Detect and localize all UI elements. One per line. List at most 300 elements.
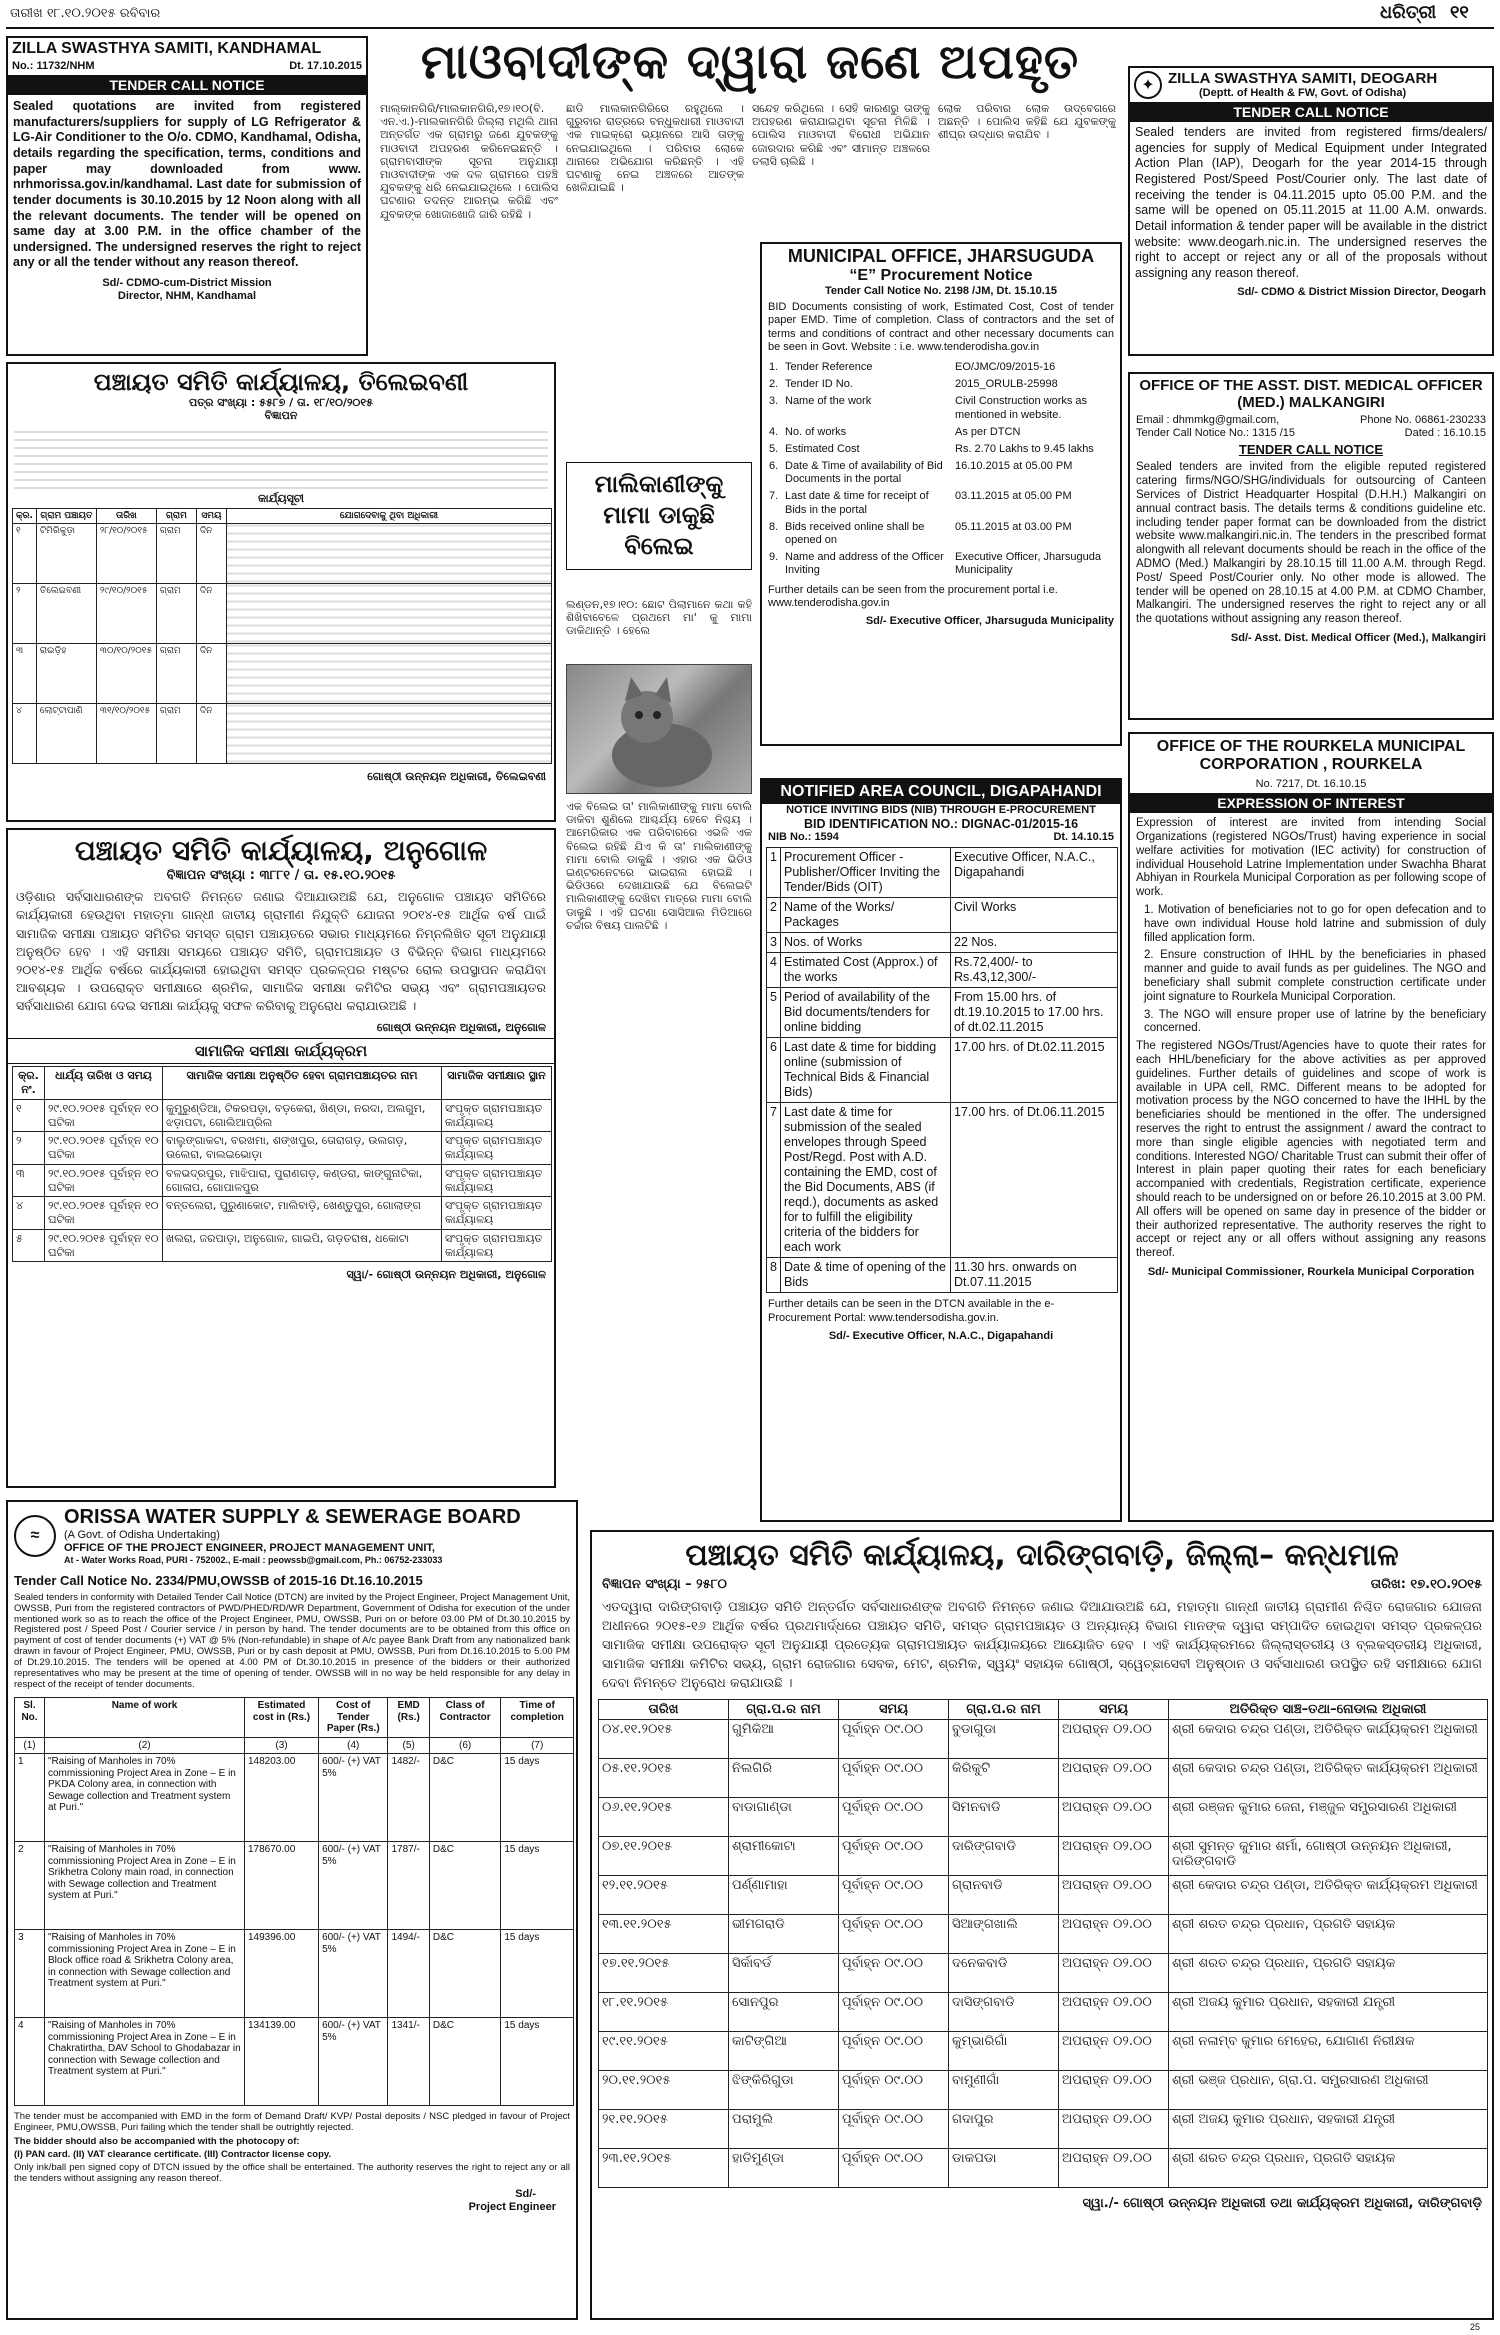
table-cell: 2 — [15, 1842, 45, 1930]
table-cell: Last date & time for receipt of Bids in the portal — [785, 490, 929, 516]
table-cell: 2015_ORULB-25998 — [955, 378, 1058, 391]
zss-kandhamal-sign2: Director, NHM, Kandhamal — [117, 290, 257, 303]
table-cell: ସଂପୃକ୍ତ ଗ୍ରାମପଞ୍ଚାୟତ କାର୍ଯ୍ୟାଳୟ — [442, 1164, 552, 1197]
table-cell: Name of the Works/ Packages — [781, 898, 951, 933]
ps-daringbadi-body: ଏତଦ୍ୱାରା ଦାରିଙ୍ଗବାଡ଼ି ପଞ୍ଚାୟତ ସମିତି ଅନ୍ତର୍ଗତ ସର୍ବସାଧାରଣଙ୍କ ଅବଗତି ନିମନ୍ତେ ଜଣାଇ ଦିଆଯାଉଅଛି ଯେ, ମହାତ୍ମା ଗାନ୍ଧୀ ଜାତୀୟ ଗ୍ରାମୀଣ ନିଶ୍ଚିତ ରୋଜଗାର ଯୋଜନା ଅଧୀନରେ ୨୦୧୫-୧୬ ଆର୍ଥିକ ବର୍ଷର ପ୍ରଥମାର୍ଦ୍ଧରେ ପଞ୍ଚାୟତ ସମିତି, ସମସ୍ତ ଗ୍ରାମପଞ୍ଚାୟତ ଓ ଅନ୍ୟାନ୍ୟ ବିଭାଗ ମାନଙ୍କ ଦ୍ୱାରା ସମ୍ପାଦିତ ହୋଇଥିବା ସମସ୍ତ ପ୍ରକଳ୍ପର ସାମାଜିକ ସମୀକ୍ଷା ଉପରୋକ୍ତ ସୂଚୀ ଅନୁଯାୟୀ ପ୍ରତ୍ୟେକ ଗ୍ରାମପଞ୍ଚାୟତ କାର୍ଯ୍ୟାଳୟରେ ଆୟୋଜିତ ହେବ । ଏହି କାର୍ଯ୍ୟକ୍ରମରେ ଜିଲ୍ଲାସ୍ତରୀୟ ଓ ବ୍ଲକସ୍ତରୀୟ ଅଧିକାରୀ, ସାମାଜିକ ସମୀକ୍ଷା କମିଟିର ସଭ୍ୟ, ଗ୍ରାମ ରୋଜଗାର ସେବକ, ମେଟ, ଶ୍ରମିକ, ସ୍ୱୟଂ ସହାୟକ ଗୋଷ୍ଠୀ, ସ୍ୱେଚ୍ଛାସେବୀ ଅନୁଷ୍ଠାନ ଓ ସର୍ବସାଧାରଣ ଉପସ୍ଥିତ ରହି ସମୀକ୍ଷାରେ ଯୋଗ ଦେବା ନିମନ୍ତେ ଅନୁରୋଧ କରାଯାଉଛି । — [602, 1600, 1482, 1691]
owssb-sub2: OFFICE OF THE PROJECT ENGINEER, PROJECT MANAGEMENT UNIT, — [64, 1542, 435, 1555]
table-row — [767, 933, 1118, 953]
ps-dileibani-body-text — [14, 425, 548, 489]
news-col-1: ମାଲ୍କାନଗିରି/ମାଲକାନଗିରି,୧୭।୧୦(ବି. ଏନ.ଏ.)-ମାଲକାନଗିରି ଜିଲ୍ଲା ମଥିଲି ଥାନା ଅନ୍ତର୍ଗତ ଏକ ଗ୍ରାମରୁ ଜଣେ ଯୁବକଙ୍କୁ ମାଓବାଦୀ ଅପହରଣ କରିନେଇଛନ୍ତି । ଗ୍ରାମବାସୀଙ୍କ ସୂଚନା ଅନୁଯାୟୀ ମାଓବାଦୀଙ୍କ ଏକ ଦଳ ଗ୍ରାମରେ ପହଞ୍ଚି ଯୁବକଙ୍କୁ ଧରି ନେଇଯାଇଥିଲେ । ପୋଲିସ ଘଟଣାର ତଦନ୍ତ ଆରମ୍ଭ କରିଛି ଏବଂ ଯୁବକଙ୍କ ଖୋଜାଖୋଜି ଜାରି ରହିଛି । — [380, 102, 558, 221]
table-row — [599, 1876, 1488, 1915]
rourkela-point-1: 1. Motivation of beneficiaries not to go for open defecation and to have own individual House hold latrine and submission of duly filled application form. — [1144, 903, 1486, 944]
table-cell: ୧୩.୧୧.୨୦୧୫ — [599, 1915, 729, 1954]
table-cell: (1) — [15, 1737, 45, 1754]
jharsuguda-sign: Sd/- Executive Officer, Jharsuguda Municipality — [865, 614, 1114, 627]
table-cell: Name and address of the Officer Inviting — [785, 551, 944, 577]
table-cell: (2) — [45, 1737, 245, 1754]
table-row — [767, 898, 1118, 933]
ps-daringbadi-date: ତାରିଖ: ୧୭.୧୦.୨୦୧୫ — [1370, 1577, 1482, 1592]
malkangiri-bar: TENDER CALL NOTICE — [1238, 442, 1384, 458]
ps-dileibani-label: ବିଜ୍ଞାପନ — [264, 409, 298, 423]
table-cell — [226, 583, 551, 643]
table-cell: 7. — [769, 490, 779, 503]
table-cell: ପୂର୍ବାହ୍ନ ୦୯.୦୦ — [839, 1837, 949, 1876]
table-cell: ସଂପୃକ୍ତ ଗ୍ରାମପଞ୍ଚାୟତ କାର୍ଯ୍ୟାଳୟ — [442, 1099, 552, 1132]
digapahandi-sign: Sd/- Executive Officer, N.A.C., Digapahandi — [828, 1329, 1054, 1342]
zss-deogarh-bar: TENDER CALL NOTICE — [1130, 102, 1492, 122]
zss-deogarh-title: ZILLA SWASTHYA SAMITI, DEOGARH — [1168, 70, 1438, 87]
table-cell: Civil Works — [951, 898, 1118, 933]
table-cell: ୦୬.୧୧.୨୦୧୫ — [599, 1798, 729, 1837]
table-cell: ପୂର୍ବାହ୍ନ ୦୯.୦୦ — [839, 1954, 949, 1993]
ps-daringbadi-adv-no: ବିଜ୍ଞାପନ ସଂଖ୍ୟା – ୨୫୮୦ — [602, 1577, 727, 1592]
table-row — [13, 523, 552, 583]
table-header: କ୍ର. ନଂ. — [13, 1067, 45, 1100]
rourkela-title: OFFICE OF THE ROURKELA MUNICIPAL CORPORATION , ROURKELA — [1156, 738, 1466, 773]
owssb-sub1: (A Govt. of Odisha Undertaking) — [64, 1529, 220, 1541]
table-cell: ଶ୍ରୀ ନଳାମ୍ବ କୁମାର ମେହେର, ଯୋଗାଣ ନିରୀକ୍ଷକ — [1169, 2032, 1488, 2071]
jharsuguda-title: MUNICIPAL OFFICE, JHARSUGUDA — [787, 246, 1095, 266]
table-cell: ୧୮.୧୧.୨୦୧୫ — [599, 1993, 729, 2032]
table-cell: ସଂପୃକ୍ତ ଗ୍ରାମପଞ୍ଚାୟତ କାର୍ଯ୍ୟାଳୟ — [442, 1197, 552, 1230]
table-cell: ୨୯/୧୦/୨୦୧୫ — [96, 583, 156, 643]
table-cell: ୦୫.୧୧.୨୦୧୫ — [599, 1759, 729, 1798]
table-row — [767, 953, 1118, 988]
jharsuguda-intro: BID Documents consisting of work, Estimated Cost, Cost of tender paper EMD. Time of completion. Class of contractors and the set of terms and conditions of contract and other necessary documents can be seen in Govt. Website : i.e. www.tenderodisha.gov.in — [768, 301, 1114, 353]
table-cell: 3 — [767, 933, 781, 953]
table-cell: 1341/- — [388, 2018, 429, 2106]
zss-deogarh-sub: (Deptt. of Health & FW, Govt. of Odisha) — [1199, 87, 1407, 99]
table-cell: Date & Time of availability of Bid Documents in the portal — [785, 460, 943, 486]
table-cell: ଗ୍ରାମ — [156, 583, 196, 643]
table-row — [13, 583, 552, 643]
table-cell: କିରିକୁଟି — [949, 1759, 1059, 1798]
table-row — [13, 1132, 552, 1165]
malkangiri-title: OFFICE OF THE ASST. DIST. MEDICAL OFFICER (MED.) MALKANGIRI — [1139, 377, 1483, 411]
digapahandi-sub: NOTICE INVITING BIDS (NIB) THROUGH E-PROCUREMENT — [786, 804, 1096, 816]
owssb-title: ORISSA WATER SUPPLY & SEWERAGE BOARD — [64, 1506, 521, 1528]
table-cell: D&C — [429, 1754, 500, 1842]
table-row — [767, 1258, 1118, 1293]
jharsuguda-table — [766, 359, 1118, 580]
table-row — [13, 643, 552, 703]
table-cell: ୨୯.୧୦.୨୦୧୫ ପୂର୍ବାହ୍ନ ୧୦ ଘଟିକା — [45, 1164, 163, 1197]
table-cell: ପରାମୁଲି — [729, 2110, 839, 2149]
table-cell: From 15.00 hrs. of dt.19.10.2015 to 17.00 hrs. of dt.02.11.2015 — [951, 988, 1118, 1038]
table-row — [766, 376, 1118, 393]
rourkela-body: The registered NGOs/Trust/Agencies have to quote their rates for each HHL/beneficiary for the above activities as per approved guidelines. Further details of guidelines and scope of work is available in UPA cell, RMC. Different means to be adopted for motivation process by the NGO concerned to have the IHHL by the beneficiaries should be mentioned in the offer. The undersigned reserves the right to entrust the assignment / award the contract to more than single eligible agencies with negotiated term and conditions. Interested NGO/ Charitable Trust can submit their offer of Interest in plain paper quoting their rates for each beneficiary accompanied with credentials, Registration certificate, experience should reach to be undersigned on or before 26.10.2015 at 3.00 PM. All offers will be opened on same day in presence of the bidder or their authorized representative. The authority reserves the right to accept or reject any or all offers without assigning any reasons thereof. — [1136, 1040, 1486, 1260]
rourkela-intro: Expression of interest are invited from intending Social Organizations (registered NGOs/Trust) having experience in social welfare activities for motivation (IEC activity) for construction of individual Household Latrine Implementation under Swachha Bharat Abhiyan in Rourkela Municipal Corporation as per following scope of work. — [1136, 817, 1486, 899]
table-cell: କୁମ୍ଭାରିଗାଁ — [949, 2032, 1059, 2071]
table-cell: 15 days — [501, 1930, 574, 2018]
table-row — [599, 1915, 1488, 1954]
owssb-body: Sealed tenders in conformity with Detailed Tender Call Notice (DTCN) are invited by the Project Engineer, Project Management Unit, OWSSB, Puri from the registered contractors of PWD/PHED/RD/WR Department, Government of Odisha for execution of the under mentioned work so as to reach the office of the Project Engineer, PMU, OWSSB, Puri on or before 03.00 PM of Dt.30.10.2015 by Registered post / Speed Post / Courier service / in person by hand. The tender documents are to be obtained from this office on payment of cost of tender documents (+) VAT @ 5% (Non-refundable) in shape of A/c payee Bank Draft from any nationalized bank drawn in favour of Project Engineer, PMU, OWSSB, Puri or by cash deposit at PMU, OWSSB, Puri from Dt.16.10.2015 to 5.00 PM of Dt.29.10.2015. The tenders will be opened at 4.00 PM of Dt.30.10.2015 in presence of the bidders or their authorized representatives who may be present at the time of opening of tender. OWSSB will in no way be held responsible for any delay in respect of the receipt of tender documents. — [14, 1591, 570, 1691]
zss-kandhamal-title: ZILLA SWASTHYA SAMITI, KANDHAMAL — [12, 40, 322, 57]
table-cell: Tender ID No. — [785, 378, 853, 391]
table-cell: ବୁଡାଗୁଡା — [949, 1720, 1059, 1759]
table-header: ସମୟ — [1059, 1700, 1169, 1720]
table-row — [599, 1993, 1488, 2032]
table-cell: ଗ୍ରାମ — [156, 643, 196, 703]
table-cell: Last date & time for bidding online (submission of Technical Bids & Financial Bids) — [781, 1038, 951, 1103]
table-cell: ୨ — [13, 583, 37, 643]
owssb-footer3: (I) PAN card. (II) VAT clearance certificate. (III) Contractor license copy. — [14, 2148, 332, 2160]
table-cell: Name of the work — [785, 395, 872, 408]
table-cell: EO/JMC/09/2015-16 — [955, 360, 1056, 373]
table-row — [599, 2149, 1488, 2188]
table-cell: (6) — [429, 1737, 500, 1754]
ps-dileibani-sign: ଗୋଷ୍ଠୀ ଉନ୍ନୟନ ଅଧିକାରୀ, ତିଲେଇବଣୀ — [367, 769, 546, 783]
table-cell: କୁମୁରୁଣ୍ଡିଆ, ଟିକରପଡ଼ା, ବଡ଼କେରା, ଖିଣ୍ଡା, ନରଦା, ଅଲଗୁମ, ଝଡ଼ାପଟା, ଗୋଲିଆପ୍ରିଲ — [163, 1099, 442, 1132]
table-cell: 15 days — [501, 2018, 574, 2106]
digapahandi-table — [766, 847, 1118, 1293]
table-cell: 05.11.2015 at 03.00 PM — [955, 520, 1072, 533]
table-cell: ପୂର୍ବାହ୍ନ ୦୯.୦୦ — [839, 2110, 949, 2149]
digapahandi-notice — [760, 778, 1122, 1522]
table-row — [767, 1038, 1118, 1103]
table-cell: ଶ୍ରୀ ଅଜୟ କୁମାର ପ୍ରଧାନ, ସହକାରୀ ଯନ୍ତ୍ରୀ — [1169, 2110, 1488, 2149]
table-cell: ଶ୍ରୀ କେଦାର ଚନ୍ଦ୍ର ପଣ୍ଡା, ଅତିରିକ୍ତ କାର୍ଯ୍ୟକ୍ରମ ଅଧିକାରୀ — [1169, 1876, 1488, 1915]
table-row — [599, 2110, 1488, 2149]
table-header: ଅତିରିକ୍ତ ସାଞ୍ଚ–ତଥା–ନୋଡାଲ ଅଧିକାରୀ — [1169, 1700, 1488, 1720]
story-title: ମାଲିକାଣୀଙ୍କୁ ମାମା ଡାକୁଛି ବିଲେଇ — [566, 462, 752, 570]
table-header: Time of completion — [501, 1698, 574, 1738]
ps-dileibani-sub: ପତ୍ର ସଂଖ୍ୟା : ୫୫୮୭ / ତା. ୧୮/୧୦/୨୦୧୫ — [189, 396, 373, 409]
zss-deogarh-notice — [1128, 66, 1494, 356]
table-cell: ଡାକପଡା — [949, 2149, 1059, 2188]
table-cell: (7) — [501, 1737, 574, 1754]
table-cell: ସିର୍କାବର୍ଡ — [729, 1954, 839, 1993]
table-cell: ଟିମିରିକୁଡ଼ା — [36, 523, 96, 583]
table-cell: 2 — [767, 898, 781, 933]
table-header: ସମୟ — [196, 508, 226, 523]
table-row — [599, 2071, 1488, 2110]
table-header: Cost of Tender Paper (Rs.) — [319, 1698, 388, 1738]
table-row — [599, 1837, 1488, 1876]
malkangiri-sign: Sd/- Asst. Dist. Medical Officer (Med.), Malkangiri — [1230, 631, 1486, 644]
table-cell: ଗ୍ରାମ — [156, 703, 196, 763]
table-cell: 9. — [769, 551, 779, 564]
table-cell: ୦୭.୧୧.୨୦୧୫ — [599, 1837, 729, 1876]
table-cell — [226, 703, 551, 763]
zss-kandhamal-notice — [6, 36, 368, 356]
table-cell: ଶ୍ରୀ ଶରତ ଚନ୍ଦ୍ର ପ୍ରଧାନ, ପ୍ରଗତି ସହାୟକ — [1169, 1954, 1488, 1993]
table-row — [15, 1842, 574, 1930]
news-col-4: ଲୋକ ପରିବାର ଲୋକ ଉଦ୍ବେଗରେ ଅଛନ୍ତି । ପୋଲିସ କହିଛି ଯେ ଯୁବକଙ୍କୁ ଶୀଘ୍ର ଉଦ୍ଧାର କରାଯିବ । — [938, 102, 1116, 142]
table-cell: ପୂର୍ବାହ୍ନ ୦୯.୦୦ — [839, 1798, 949, 1837]
story-body: ଏକ ବିଲେଇ ତା' ମାଲିକାଣୀଙ୍କୁ ମାମା ବୋଲି ଡାକିବା ଶୁଣିଲେ ଆଶ୍ଚର୍ଯ୍ୟ ହେବେ ନିଶ୍ଚୟ । ଆମେରିକାର ଏକ ପରିବାରରେ ଏଭଳି ଏକ ବିଲେଇ ରହିଛି ଯିଏ କି ତା' ମାଲିକାଣୀଙ୍କୁ ମାମା ବୋଲି ଡାକୁଛି । ଏହାର ଏକ ଭିଡିଓ ଇଣ୍ଟରନେଟରେ ଭାଇରାଲ ହୋଇଛି । ଭିଡିଓରେ ଦେଖାଯାଉଛି ଯେ ବିଲେଇଟି ମାଲିକାଣୀଙ୍କୁ ଦେଖିବା ମାତ୍ରେ ମାମା ବୋଲି ଡାକୁଛି । ଏହି ଘଟଣା ସୋସିଆଲ ମିଡିଆରେ ଚର୍ଚ୍ଚାର ବିଷୟ ପାଲଟିଛି । — [566, 800, 752, 932]
malkangiri-notice-no: Tender Call Notice No.: 1315 /15 — [1136, 427, 1295, 440]
owssb-sign2: Project Engineer — [468, 2200, 556, 2213]
table-cell: ସିଆଙ୍ଗଖାଲି — [949, 1915, 1059, 1954]
digapahandi-footer: Further details can be seen in the DTCN available in the e-Procurement Portal: www.tendersodisha.gov.in. — [768, 1298, 1055, 1324]
ps-dileibani-notice — [6, 362, 556, 822]
table-row — [767, 1103, 1118, 1258]
table-cell: 03.11.2015 at 05.00 PM — [955, 490, 1072, 503]
table-cell: ଅପରାହ୍ନ ୦୨.୦୦ — [1059, 1837, 1169, 1876]
table-cell: Executive Officer, Jharsuguda Municipality — [955, 551, 1101, 577]
table-header: Class of Contractor — [429, 1698, 500, 1738]
owssb-footer2: The bidder should also be accompanied with the photocopy of: — [14, 2135, 300, 2147]
zss-kandhamal-body: Sealed quotations are invited from registered manufacturers/suppliers for supply of LG Refrigerator & LG-Air Conditioner to the O/o. CDMO, Kandhamal, Odisha, details regarding the specification, terms, conditions and paper may downloaded from www. nrhmorissa.gov.in/kandhamal. Last date for submission of tender documents is 30.10.2015 by 12 Noon along with all the relevant documents. The tender will be opened on same day at 3.00 P.M. in the office chamber of the undersigned. The undersigned reserves the right to reject any or all the tender without any reason thereof. — [13, 99, 361, 270]
table-header: ଗ୍ରା.ପ.ର ନାମ — [949, 1700, 1059, 1720]
rourkela-notice — [1128, 732, 1494, 1522]
table-cell — [226, 523, 551, 583]
table-cell: ୫ — [13, 1229, 45, 1262]
table-cell: କାଟିଙ୍ଗିଆ — [729, 2032, 839, 2071]
table-cell: 1494/- — [388, 1930, 429, 2018]
table-row — [13, 1164, 552, 1197]
table-cell: ଅପରାହ୍ନ ୦୨.୦୦ — [1059, 1915, 1169, 1954]
table-cell: 7 — [767, 1103, 781, 1258]
table-cell: ଅପରାହ୍ନ ୦୨.୦୦ — [1059, 1993, 1169, 2032]
table-cell: 5 — [767, 988, 781, 1038]
table-cell: ଗୁମିକିଆ — [729, 1720, 839, 1759]
table-header: ସାମାଜିକ ସମୀକ୍ଷା ଅନୁଷ୍ଠିତ ହେବା ଗ୍ରାମପଞ୍ଚାୟତର ନାମ — [163, 1067, 442, 1100]
table-cell: 8 — [767, 1258, 781, 1293]
table-row — [766, 488, 1118, 518]
table-cell: 6 — [767, 1038, 781, 1103]
table-cell: 11.30 hrs. onwards on Dt.07.11.2015 — [951, 1258, 1118, 1293]
table-cell: ୨ — [13, 1132, 45, 1165]
table-cell: 17.00 hrs. of Dt.02.11.2015 — [951, 1038, 1118, 1103]
ps-angul-sign: ଗୋଷ୍ଠୀ ଉନ୍ନୟନ ଅଧିକାରୀ, ଅନୁଗୋଳ — [376, 1021, 546, 1035]
table-cell: ୨୯.୧୦.୨୦୧୫ ପୂର୍ବାହ୍ନ ୧୦ ଘଟିକା — [45, 1099, 163, 1132]
table-cell: ୨୩.୧୧.୨୦୧୫ — [599, 2149, 729, 2188]
table-cell: Date & time of opening of the Bids — [781, 1258, 951, 1293]
zss-kandhamal-bar: TENDER CALL NOTICE — [8, 75, 366, 95]
table-row — [766, 424, 1118, 441]
ps-angul-sub: ବିଜ୍ଞାପନ ସଂଖ୍ୟା : ୩୮୮୧ / ତା. ୧୫.୧୦.୨୦୧୫ — [166, 868, 396, 883]
table-cell: 600/- (+) VAT 5% — [319, 1754, 388, 1842]
cat-photo — [566, 664, 752, 794]
table-cell: Tender Reference — [785, 360, 873, 373]
table-cell: ନିଲଗିରି — [729, 1759, 839, 1798]
table-cell: "Raising of Manholes in 70% commissioning Project Area in Zone – E in Chakratirtha, DAV School to Ghodabazar in connection with Sewage collection and Treatment system at Puri." — [45, 2018, 245, 2106]
table-cell: ୧୨.୧୧.୨୦୧୫ — [599, 1876, 729, 1915]
table-cell: ଦାସିଙ୍ଗବାଡି — [949, 1993, 1059, 2032]
table-header: ଗ୍ରାମ ପଞ୍ଚାୟତ — [36, 508, 96, 523]
table-header: Estimated cost in (Rs.) — [245, 1698, 319, 1738]
table-cell: ପୂର୍ବାହ୍ନ ୦୯.୦୦ — [839, 1993, 949, 2032]
table-cell: No. of works — [785, 425, 847, 438]
table-cell: ଭୀମଗରାଡି — [729, 1915, 839, 1954]
jharsuguda-sub: “E” Procurement Notice — [849, 267, 1033, 284]
table-cell: 5. — [769, 442, 779, 455]
table-row — [766, 549, 1118, 579]
table-cell: ୧୯.୧୧.୨୦୧୫ — [599, 2032, 729, 2071]
table-cell: 4. — [769, 425, 779, 438]
table-header: କ୍ର. — [13, 508, 37, 523]
table-cell: ଲୋଟ୍ଟାପାଣି — [36, 703, 96, 763]
table-cell: 3. — [769, 395, 779, 408]
malkangiri-body: Sealed tenders are invited from the eligible reputed registered catering firms/NGO/SHG/individuals for outsourcing of Canteen Services of District Headquarter Hospital (D.H.H.) Malkangiri on annual contract basis. The details terms & conditions guideline etc. including tender paper format can be downloaded from the district website www.malkangiri.nic.in. The tenders in the prescribed format alongwith all relevant documents should be reach in the office of the ADMO (Med.) Malkangiri by 28.10.15 till 11.00 A.M. through Regd. Post/ Speed Post/Courier only. No other mode is allowed. The tender will be opened on 28.10.15 at 4.00 P.M. at CDMO Chamber, Malkangiri. The undersigned reserves the right to reject any or all the quotations without assigning any reason thereof. — [1136, 461, 1486, 626]
masthead: ଧରିତ୍ରୀ — [1380, 2, 1437, 23]
table-cell: ୨୯.୧୦.୨୦୧୫ ପୂର୍ବାହ୍ନ ୧୦ ଘଟିକା — [45, 1132, 163, 1165]
table-cell: ୦୪.୧୧.୨୦୧୫ — [599, 1720, 729, 1759]
table-cell: ୨୦.୧୧.୨୦୧୫ — [599, 2071, 729, 2110]
table-cell: Period of availability of the Bid documents/tenders for online bidding — [781, 988, 951, 1038]
table-cell: ୧ — [13, 523, 37, 583]
page-marker: 25 — [1470, 2322, 1481, 2332]
zss-kandhamal-date: Dt. 17.10.2015 — [289, 60, 362, 72]
header-date: ତାରୀଖ ୧୮.୧୦.୨୦୧୫ ରବିବାର — [10, 6, 161, 21]
table-cell: (3) — [245, 1737, 319, 1754]
table-header: ସାମାଜିକ ସମୀକ୍ଷାର ସ୍ଥାନ — [442, 1067, 552, 1100]
ps-daringbadi-table — [598, 1699, 1488, 2188]
table-cell: ୩୧/୧୦/୨୦୧୫ — [96, 703, 156, 763]
table-cell: ଶ୍ରୀ ସୁମନ୍ତ କୁମାର ଶର୍ମା, ଗୋଷ୍ଠୀ ଉନ୍ନୟନ ଅଧିକାରୀ, ଦାରିଙ୍ଗବାଡି — [1169, 1837, 1488, 1876]
table-cell: Nos. of Works — [781, 933, 951, 953]
table-header: ଗ୍ରାମ — [156, 508, 196, 523]
table-cell: ସୋନପୁର — [729, 1993, 839, 2032]
table-cell: Estimated Cost — [785, 442, 860, 455]
news-col-3: ସନ୍ଦେହ କରିଥିଲେ । ସେହି କାରଣରୁ ତାଙ୍କୁ ଅପହରଣ କରାଯାଇଥିବା ସୂଚନା ମିଳିଛି । ପୋଲିସ ମାଓବାଦୀ ବିରୋଧୀ ଅଭିଯାନ ଜୋରଦାର କରିଛି ଏବଂ ସୀମାନ୍ତ ଅଞ୍ଚଳରେ ତଲାସି ଚାଲିଛି । — [752, 102, 930, 168]
table-row — [13, 1099, 552, 1132]
table-cell: ଅପରାହ୍ନ ୦୨.୦୦ — [1059, 1876, 1169, 1915]
table-cell: ଦିନ — [196, 583, 226, 643]
rourkela-point-3: 3. The NGO will ensure proper use of latrine by the beneficiary concerned. — [1144, 1008, 1486, 1035]
ps-angul-body: ଓଡ଼ିଶାର ସର୍ବସାଧାରଣଙ୍କ ଅବଗତି ନିମନ୍ତେ ଜଣାଇ ଦିଆଯାଉଅଛି ଯେ, ଅନୁଗୋଳ ପଞ୍ଚାୟତ ସମିତିରେ କାର୍ଯ୍ୟକାରୀ ହେଉଥିବା ମହାତ୍ମା ଗାନ୍ଧୀ ଜାତୀୟ ଗ୍ରାମୀଣ ନିଯୁକ୍ତି ଯୋଜନା ୨୦୧୪-୧୫ ଆର୍ଥିକ ବର୍ଷ ପାଇଁ ସାମାଜିକ ସମୀକ୍ଷା ପଞ୍ଚାୟତ ସମିତିର ସମସ୍ତ ଗ୍ରାମ ପଞ୍ଚାୟତରେ ସଭାର ମାଧ୍ୟମରେ ନିମ୍ନଲିଖିତ ସୂଚୀ ଅନୁଯାୟୀ ଅନୁଷ୍ଠିତ ହେବ । ଏହି ସମୀକ୍ଷା ସମୟରେ ପଞ୍ଚାୟତ ସମିତି, ଗ୍ରାମପଞ୍ଚାୟତ ଓ ବିଭିନ୍ନ ବିଭାଗ ମାଧ୍ୟମରେ ୨୦୧୪-୧୫ ଆର୍ଥିକ ବର୍ଷରେ କାର୍ଯ୍ୟକାରୀ ହୋଇଥିବା ସମସ୍ତ ପ୍ରକଳ୍ପର ମଷ୍ଟର ରୋଲ ଉପସ୍ଥାପନ କରାଯିବା ଆବଶ୍ୟକ । ଉପରୋକ୍ତ ସମୀକ୍ଷାରେ ଶ୍ରମିକ, ସାମାଜିକ ସମୀକ୍ଷା କମିଟିର ସଭ୍ୟ ଏବଂ ଗ୍ରାମପଞ୍ଚାୟତର ସର୍ବସାଧାରଣ ଯୋଗ ଦେଇ ସମୀକ୍ଷା କାର୍ଯ୍ୟକୁ ସଫଳ କରିବାକୁ ଅନୁରୋଧ କରାଯାଉଅଛି । — [16, 889, 546, 1013]
table-header: Sl. No. — [15, 1698, 45, 1738]
table-cell: ଖଲରା, ଜରପାଡ଼ା, ଅନୁଗୋଳ, ଗାଇପି, ଗଡ଼ତରାଷ, ଧକୋଟା — [163, 1229, 442, 1262]
table-cell: 4 — [767, 953, 781, 988]
table-row — [599, 1798, 1488, 1837]
rourkela-no: No. 7217, Dt. 16.10.15 — [1255, 778, 1367, 790]
header-rule — [6, 27, 1494, 29]
table-cell: Rs. 2.70 Lakhs to 9.45 lakhs — [955, 442, 1094, 455]
owssb-notice — [6, 1500, 578, 2320]
table-cell: 178670.00 — [245, 1842, 319, 1930]
table-cell: D&C — [429, 1842, 500, 1930]
table-cell: ଶ୍ରୀ ଅଜୟ କୁମାର ପ୍ରଧାନ, ସହକାରୀ ଯନ୍ତ୍ରୀ — [1169, 1993, 1488, 2032]
owssb-notice-no: Tender Call Notice No. 2334/PMU,OWSSB of 2015-16 Dt.16.10.2015 — [14, 1572, 423, 1588]
table-cell: ଶ୍ରୀ ଶରତ ଚନ୍ଦ୍ର ପ୍ରଧାନ, ପ୍ରଗତି ସହାୟକ — [1169, 2149, 1488, 2188]
table-cell: ବଳଭଦ୍ରପୁର, ମାଝିପାରା, ପୁରାଣଗଡ଼, କଣ୍ଡରା, କାଙ୍ଗୁନାଟିକା, ଗୋଳାପ, ଗୋପାଳପୁର — [163, 1164, 442, 1197]
table-row — [599, 2032, 1488, 2071]
table-cell: 3 — [15, 1930, 45, 2018]
table-cell: D&C — [429, 2018, 500, 2106]
table-cell: ୩୦/୧୦/୨୦୧୫ — [96, 643, 156, 703]
table-cell: Procurement Officer - Publisher/Officer Inviting the Tender/Bids (OIT) — [781, 848, 951, 898]
table-cell: ୨୮/୧୦/୨୦୧୫ — [96, 523, 156, 583]
table-cell: 22 Nos. — [951, 933, 1118, 953]
table-cell: ବନ୍ତଲେରା, ପୁରୁଣାକୋଟ, ମାଲିବାଡ଼ି, ଖେଣ୍ଡୁପୁର, ଗୋଲାଙ୍ଗ — [163, 1197, 442, 1230]
table-cell: ୨୯.୧୦.୨୦୧୫ ପୂର୍ବାହ୍ନ ୧୦ ଘଟିକା — [45, 1229, 163, 1262]
table-row — [766, 458, 1118, 488]
table-cell: ସଂପୃକ୍ତ ଗ୍ରାମପଞ୍ଚାୟତ କାର୍ଯ୍ୟାଳୟ — [442, 1229, 552, 1262]
table-cell: Rs.72,400/- to Rs.43,12,300/- — [951, 953, 1118, 988]
table-cell: ପର୍ଣ୍ଣାମାହା — [729, 1876, 839, 1915]
table-row — [599, 1720, 1488, 1759]
table-cell: 4 — [15, 2018, 45, 2106]
owssb-logo-icon: ≈ — [14, 1515, 56, 1557]
table-cell: 1. — [769, 360, 779, 373]
news-headline: ମାଓବାଦୀଙ୍କ ଦ୍ୱାରା ଜଣେ ଅପହୃତ — [420, 34, 1080, 90]
story-lead: ଲଣ୍ଡନ,୧୭।୧୦: ଛୋଟ ପିଲାମାନେ କଥା କହି ଶିଖିବାବେଳେ ପ୍ରଥମେ ମା' କୁ ମାମା ଡାକିଥାନ୍ତି । ହେଲେ — [566, 598, 752, 638]
table-row — [15, 2018, 574, 2106]
ps-dileibani-schedule-title: କାର୍ଯ୍ୟସୂଚୀ — [258, 492, 304, 506]
table-cell: ଗ୍ରାମ — [156, 523, 196, 583]
jharsuguda-notice — [760, 242, 1122, 746]
table-cell: ଦାରିଙ୍ଗବାଡି — [949, 1837, 1059, 1876]
table-cell: ତିଲେଇବଣୀ — [36, 583, 96, 643]
table-cell: 1 — [15, 1754, 45, 1842]
table-cell: ହାତିମୁଣ୍ଡା — [729, 2149, 839, 2188]
table-row — [13, 1229, 552, 1262]
table-cell: ବାଡାଗାଣ୍ଡା — [729, 1798, 839, 1837]
table-row — [13, 703, 552, 763]
malkangiri-phone: Phone No. 06861-230233 — [1360, 414, 1486, 426]
digapahandi-nib-no: NIB No.: 1594 — [768, 831, 839, 844]
table-cell: ୨୧.୧୧.୨୦୧୫ — [599, 2110, 729, 2149]
table-cell: Last date & time for submission of the sealed envelopes through Speed Post/Regd. Post with A.D. containing the EMD, cost of the Bid Documents, ABS (if reqd.), documents as asked for to fulfill the eligibility criteria of the bidders for each work — [781, 1103, 951, 1258]
table-cell: ପୂର୍ବାହ୍ନ ୦୯.୦୦ — [839, 1720, 949, 1759]
table-cell: "Raising of Manholes in 70% commissioning Project Area in Zone – E in Block office road & Srikhetra Colony area, in connection with Sewage collection and Treatment system at Puri." — [45, 1930, 245, 2018]
ps-daringbadi-title: ପଞ୍ଚାୟତ ସମିତି କାର୍ଯ୍ୟାଳୟ, ଦାରିଙ୍ଗବାଡ଼ି, ଜିଲ୍ଲା– କନ୍ଧମାଳ — [685, 1538, 1399, 1573]
table-cell: ୧ — [13, 1099, 45, 1132]
table-cell: 600/- (+) VAT 5% — [319, 1842, 388, 1930]
table-cell: ପୂର୍ବାହ୍ନ ୦୯.୦୦ — [839, 1759, 949, 1798]
table-cell: ବାଲୁଙ୍ଗାକଟା, ବରଖମା, ଶଙ୍ଖପୁର, ତୋରାଗଡ଼, ଉଲଗଡ଼, ଉଲେରା, ବାଲଇଭୋଡ଼ା — [163, 1132, 442, 1165]
rourkela-sign: Sd/- Municipal Commissioner, Rourkela Municipal Corporation — [1147, 1265, 1475, 1278]
malkangiri-email: Email : dhmmkg@gmail.com, — [1136, 414, 1280, 426]
table-cell: ପୂର୍ବାହ୍ନ ୦୯.୦୦ — [839, 2032, 949, 2071]
table-cell: Civil Construction works as mentioned in website. — [955, 395, 1088, 421]
ps-angul-sign2: ସ୍ୱା/- ଗୋଷ୍ଠୀ ଉନ୍ନୟନ ଅଧିକାରୀ, ଅନୁଗୋଳ — [346, 1268, 546, 1282]
table-cell: 134139.00 — [245, 2018, 319, 2106]
table-header: EMD (Rs.) — [388, 1698, 429, 1738]
table-cell: ଦନେକବାଡି — [949, 1954, 1059, 1993]
table-cell: ଦିନ — [196, 703, 226, 763]
table-cell: 1 — [767, 848, 781, 898]
table-cell: 15 days — [501, 1754, 574, 1842]
jharsuguda-notice-no: Tender Call Notice No. 2198 /JM, Dt. 15.10.15 — [824, 285, 1058, 297]
table-cell: ଅପରାହ୍ନ ୦୨.୦୦ — [1059, 2071, 1169, 2110]
table-cell: ଶ୍ରାମୀକୋଟା — [729, 1837, 839, 1876]
owssb-footer1: The tender must be accompanied with EMD in the form of Demand Draft/ KVP/ Postal deposits / NSC pledged in favour of Project Engineer, PMU,OWSSB, Puri failing which the tender shall be outrightly rejected. — [14, 2111, 570, 2133]
table-cell: 600/- (+) VAT 5% — [319, 1930, 388, 2018]
ps-angul-schedule-title: ସାମାଜିକ ସମୀକ୍ଷା କାର୍ଯ୍ୟକ୍ରମ — [8, 1038, 554, 1064]
zss-kandhamal-no: No.: 11732/NHM — [12, 60, 95, 72]
table-cell: ସଂପୃକ୍ତ ଗ୍ରାମପଞ୍ଚାୟତ କାର୍ଯ୍ୟାଳୟ — [442, 1132, 552, 1165]
table-row — [599, 1759, 1488, 1798]
owssb-sub3: At - Water Works Road, PURI - 752002., E-mail : peowssb@gmail.com, Ph.: 06752-233033 — [64, 1555, 443, 1566]
zss-deogarh-body: Sealed tenders are invited from registered firms/dealers/ agencies for supply of Medical Equipment under Integrated Action Plan (IAP), Deogarh for the year 2014-15 through Registered Post/Speed Post/Courier only. The last date of receiving the tender is 04.11.2015 upto 05.00 P.M. and the same will be opened on 05.11.2015 at 11.00 A.M. onwards. Detail information & tender paper will be available in the district website: www.deogarh.nic.in. The undersigned reserves the right to accept or reject any or all of the proposals without assigning any reason thereof. — [1135, 125, 1487, 280]
table-cell: 149396.00 — [245, 1930, 319, 2018]
owssb-table — [14, 1697, 574, 2106]
table-cell: ସିମନବାଡି — [949, 1798, 1059, 1837]
table-cell: (5) — [388, 1737, 429, 1754]
table-cell: ଅପରାହ୍ନ ୦୨.୦୦ — [1059, 1798, 1169, 1837]
table-cell: ଅପରାହ୍ନ ୦୨.୦୦ — [1059, 2032, 1169, 2071]
table-cell: Estimated Cost (Approx.) of the works — [781, 953, 951, 988]
table-cell: 600/- (+) VAT 5% — [319, 2018, 388, 2106]
table-cell: ଅପରାହ୍ନ ୦୨.୦୦ — [1059, 1720, 1169, 1759]
table-row — [767, 848, 1118, 898]
odisha-emblem-icon: ✦ — [1134, 71, 1162, 99]
table-cell: ଅପରାହ୍ନ ୦୨.୦୦ — [1059, 2149, 1169, 2188]
table-cell: ଶ୍ରୀ କେଦାର ଚନ୍ଦ୍ର ପଣ୍ଡା, ଅତିରିକ୍ତ କାର୍ଯ୍ୟକ୍ରମ ଅଧିକାରୀ — [1169, 1720, 1488, 1759]
table-row — [766, 359, 1118, 376]
table-cell: 1787/- — [388, 1842, 429, 1930]
table-row — [599, 1954, 1488, 1993]
table-cell: 148203.00 — [245, 1754, 319, 1842]
table-cell: 8. — [769, 520, 779, 533]
table-cell: Bids received online shall be opened on — [785, 520, 925, 546]
table-cell: ଅପରାହ୍ନ ୦୨.୦୦ — [1059, 1759, 1169, 1798]
table-cell: ଶ୍ରୀ ରଞ୍ଜନ କୁମାର ଜେନା, ମଞ୍ଜୁଳ ସମ୍ପ୍ରସାରଣ ଅଧିକାରୀ — [1169, 1798, 1488, 1837]
